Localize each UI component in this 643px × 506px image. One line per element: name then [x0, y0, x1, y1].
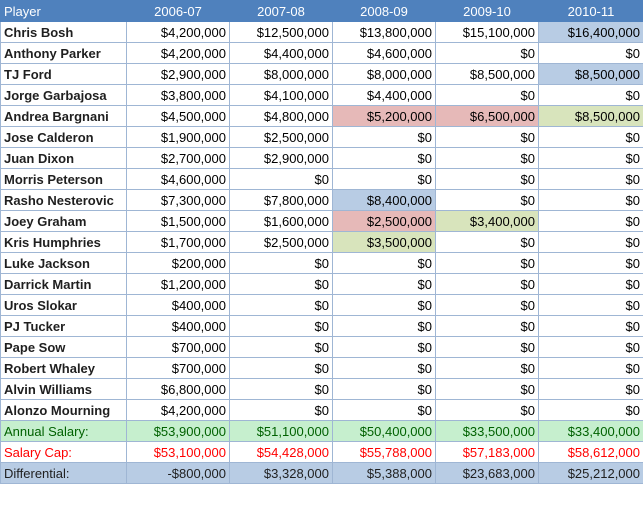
salary-cell[interactable]: $0	[436, 337, 539, 358]
player-name-cell[interactable]: TJ Ford	[1, 64, 127, 85]
salary-cell[interactable]: $2,500,000	[230, 127, 333, 148]
salary-cell[interactable]: $0	[539, 295, 643, 316]
player-rows	[1, 22, 643, 484]
player-name-cell[interactable]: Anthony Parker	[1, 43, 127, 64]
salary-cell[interactable]: $0	[539, 43, 643, 64]
salary-cell[interactable]: $0	[539, 274, 643, 295]
annual-salary-row	[1, 421, 643, 442]
salary-cell[interactable]: $0	[539, 190, 643, 211]
salary-cell[interactable]: $0	[230, 274, 333, 295]
salary-cell[interactable]: $5,200,000	[333, 106, 436, 127]
salary-cell[interactable]: $2,500,000	[333, 211, 436, 232]
differential-cell[interactable]: $23,683,000	[436, 463, 539, 484]
salary-cap-row	[1, 442, 643, 463]
salary-cell[interactable]: $8,000,000	[333, 64, 436, 85]
salary-cell[interactable]: $8,500,000	[436, 64, 539, 85]
salary-cell[interactable]: $0	[539, 85, 643, 106]
player-name-cell[interactable]: Robert Whaley	[1, 358, 127, 379]
player-row	[1, 127, 643, 148]
salary-cell[interactable]: $4,600,000	[333, 43, 436, 64]
salary-cell[interactable]: $0	[436, 148, 539, 169]
player-row	[1, 22, 643, 43]
salary-cell[interactable]: $4,200,000	[127, 43, 230, 64]
salary-cell[interactable]: $0	[539, 358, 643, 379]
player-row	[1, 43, 643, 64]
player-name-cell[interactable]: Chris Bosh	[1, 22, 127, 43]
salary-cell[interactable]: $0	[436, 43, 539, 64]
salary-cell[interactable]: $1,700,000	[127, 232, 230, 253]
salary-cell[interactable]: $0	[230, 379, 333, 400]
salary-cell[interactable]: $0	[539, 148, 643, 169]
salary-cell[interactable]: $0	[539, 232, 643, 253]
salary-cell[interactable]: $0	[230, 316, 333, 337]
salary-cell[interactable]: $4,800,000	[230, 106, 333, 127]
header-player[interactable]: Player	[1, 1, 127, 22]
salary-cell[interactable]: $3,800,000	[127, 85, 230, 106]
player-row	[1, 253, 643, 274]
header-season[interactable]: 2007-08	[230, 1, 333, 22]
player-row	[1, 169, 643, 190]
salary-cell[interactable]: $0	[333, 316, 436, 337]
differential-label[interactable]: Differential:	[1, 463, 127, 484]
differential-cell[interactable]: $5,388,000	[333, 463, 436, 484]
salary-cell[interactable]: $2,500,000	[230, 232, 333, 253]
salary-cell[interactable]: $400,000	[127, 316, 230, 337]
salary-cell[interactable]: $8,400,000	[333, 190, 436, 211]
salary-cell[interactable]: $4,200,000	[127, 22, 230, 43]
salary-cell[interactable]: $0	[436, 85, 539, 106]
differential-row	[1, 463, 643, 484]
player-row	[1, 400, 643, 421]
player-name-cell[interactable]: Jose Calderon	[1, 127, 127, 148]
salary-cell[interactable]: $0	[539, 211, 643, 232]
salary-cap-cell[interactable]: $53,100,000	[127, 442, 230, 463]
salary-cell[interactable]: $0	[436, 169, 539, 190]
salary-cell[interactable]: $16,400,000	[539, 22, 643, 43]
player-row	[1, 211, 643, 232]
salary-cell[interactable]: $0	[539, 400, 643, 421]
salary-cell[interactable]: $13,800,000	[333, 22, 436, 43]
header-season[interactable]: 2010-11	[539, 1, 643, 22]
salary-cell[interactable]: $0	[333, 358, 436, 379]
player-row	[1, 85, 643, 106]
salary-cell[interactable]: $0	[333, 127, 436, 148]
salary-cell[interactable]: $0	[436, 295, 539, 316]
salary-cell[interactable]: $0	[333, 379, 436, 400]
salary-cap-label[interactable]: Salary Cap:	[1, 442, 127, 463]
salary-cell[interactable]: $0	[333, 337, 436, 358]
differential-cell[interactable]: $3,328,000	[230, 463, 333, 484]
annual-salary-cell[interactable]: $53,900,000	[127, 421, 230, 442]
salary-cell[interactable]: $0	[230, 295, 333, 316]
salary-cell[interactable]: $0	[333, 148, 436, 169]
salary-cell[interactable]: $0	[230, 358, 333, 379]
salary-cell[interactable]: $6,500,000	[436, 106, 539, 127]
salary-cell[interactable]: $4,100,000	[230, 85, 333, 106]
salary-cell[interactable]: $4,400,000	[333, 85, 436, 106]
salary-cell[interactable]: $1,500,000	[127, 211, 230, 232]
header-row	[1, 1, 643, 22]
player-name-cell[interactable]: Luke Jackson	[1, 253, 127, 274]
header-season[interactable]: 2009-10	[436, 1, 539, 22]
annual-salary-cell[interactable]: $33,500,000	[436, 421, 539, 442]
salary-cell[interactable]: $0	[539, 169, 643, 190]
player-name-cell[interactable]: Darrick Martin	[1, 274, 127, 295]
salary-cell[interactable]: $12,500,000	[230, 22, 333, 43]
player-name-cell[interactable]: Morris Peterson	[1, 169, 127, 190]
player-row	[1, 358, 643, 379]
salary-cell[interactable]: $1,200,000	[127, 274, 230, 295]
player-row	[1, 190, 643, 211]
differential-cell[interactable]: -$800,000	[127, 463, 230, 484]
player-row	[1, 148, 643, 169]
player-row	[1, 106, 643, 127]
player-name-cell[interactable]: Pape Sow	[1, 337, 127, 358]
player-row	[1, 316, 643, 337]
annual-salary-cell[interactable]: $33,400,000	[539, 421, 643, 442]
player-row	[1, 274, 643, 295]
player-name-cell[interactable]: Juan Dixon	[1, 148, 127, 169]
salary-cell[interactable]: $8,500,000	[539, 64, 643, 85]
salary-cell[interactable]: $400,000	[127, 295, 230, 316]
player-name-cell[interactable]: Joey Graham	[1, 211, 127, 232]
player-name-cell[interactable]: Kris Humphries	[1, 232, 127, 253]
annual-salary-label[interactable]: Annual Salary:	[1, 421, 127, 442]
salary-cell[interactable]: $7,300,000	[127, 190, 230, 211]
salary-cell[interactable]: $4,500,000	[127, 106, 230, 127]
salary-cap-cell[interactable]: $54,428,000	[230, 442, 333, 463]
salary-cell[interactable]: $0	[436, 190, 539, 211]
salary-cell[interactable]: $15,100,000	[436, 22, 539, 43]
salary-cell[interactable]: $0	[539, 379, 643, 400]
salary-cell[interactable]: $2,900,000	[127, 64, 230, 85]
annual-salary-cell[interactable]: $50,400,000	[333, 421, 436, 442]
salary-cell[interactable]: $2,700,000	[127, 148, 230, 169]
salary-cell[interactable]: $0	[436, 400, 539, 421]
player-row	[1, 295, 643, 316]
salary-cell[interactable]: $0	[230, 253, 333, 274]
salary-cell[interactable]: $0	[333, 253, 436, 274]
salary-cell[interactable]: $3,400,000	[436, 211, 539, 232]
salary-cell[interactable]: $0	[539, 337, 643, 358]
salary-cap-cell[interactable]: $55,788,000	[333, 442, 436, 463]
salary-cap-cell[interactable]: $58,612,000	[539, 442, 643, 463]
header-season[interactable]: 2006-07	[127, 1, 230, 22]
player-row	[1, 64, 643, 85]
salary-cell[interactable]: $0	[436, 379, 539, 400]
salary-cell[interactable]: $2,900,000	[230, 148, 333, 169]
salary-cell[interactable]: $0	[436, 316, 539, 337]
salary-cell[interactable]: $0	[436, 127, 539, 148]
salary-cell[interactable]: $0	[333, 295, 436, 316]
player-name-cell[interactable]: Uros Slokar	[1, 295, 127, 316]
salary-cell[interactable]: $6,800,000	[127, 379, 230, 400]
salary-cell[interactable]: $8,500,000	[539, 106, 643, 127]
player-name-cell[interactable]: Alvin Williams	[1, 379, 127, 400]
salary-cell[interactable]: $3,500,000	[333, 232, 436, 253]
salary-cell[interactable]: $0	[230, 337, 333, 358]
player-name-cell[interactable]: Jorge Garbajosa	[1, 85, 127, 106]
salary-cell[interactable]: $8,000,000	[230, 64, 333, 85]
salary-cell[interactable]: $0	[539, 316, 643, 337]
salary-cell[interactable]: $0	[230, 400, 333, 421]
salary-cell[interactable]: $1,900,000	[127, 127, 230, 148]
salary-cell[interactable]: $0	[230, 169, 333, 190]
player-name-cell[interactable]: Alonzo Mourning	[1, 400, 127, 421]
differential-cell[interactable]: $25,212,000	[539, 463, 643, 484]
salary-cell[interactable]: $0	[539, 253, 643, 274]
salary-cell[interactable]: $0	[333, 169, 436, 190]
player-name-cell[interactable]: PJ Tucker	[1, 316, 127, 337]
salary-cell[interactable]: $4,200,000	[127, 400, 230, 421]
player-name-cell[interactable]: Rasho Nesterovic	[1, 190, 127, 211]
salary-cell[interactable]: $0	[436, 274, 539, 295]
player-row	[1, 337, 643, 358]
salary-cell[interactable]: $0	[436, 358, 539, 379]
annual-salary-cell[interactable]: $51,100,000	[230, 421, 333, 442]
salary-cap-cell[interactable]: $57,183,000	[436, 442, 539, 463]
salary-cell[interactable]: $4,600,000	[127, 169, 230, 190]
salary-cell[interactable]: $4,400,000	[230, 43, 333, 64]
player-row	[1, 232, 643, 253]
salary-cell[interactable]: $0	[539, 127, 643, 148]
player-name-cell[interactable]: Andrea Bargnani	[1, 106, 127, 127]
header-season[interactable]: 2008-09	[333, 1, 436, 22]
salary-cell[interactable]: $0	[436, 253, 539, 274]
salary-cell[interactable]: $1,600,000	[230, 211, 333, 232]
salary-cell[interactable]: $0	[436, 232, 539, 253]
salary-cell[interactable]: $200,000	[127, 253, 230, 274]
salary-cell[interactable]: $700,000	[127, 337, 230, 358]
player-row	[1, 379, 643, 400]
salary-cell[interactable]: $700,000	[127, 358, 230, 379]
salary-cell[interactable]: $0	[333, 400, 436, 421]
salary-cell[interactable]: $7,800,000	[230, 190, 333, 211]
salary-cell[interactable]: $0	[333, 274, 436, 295]
